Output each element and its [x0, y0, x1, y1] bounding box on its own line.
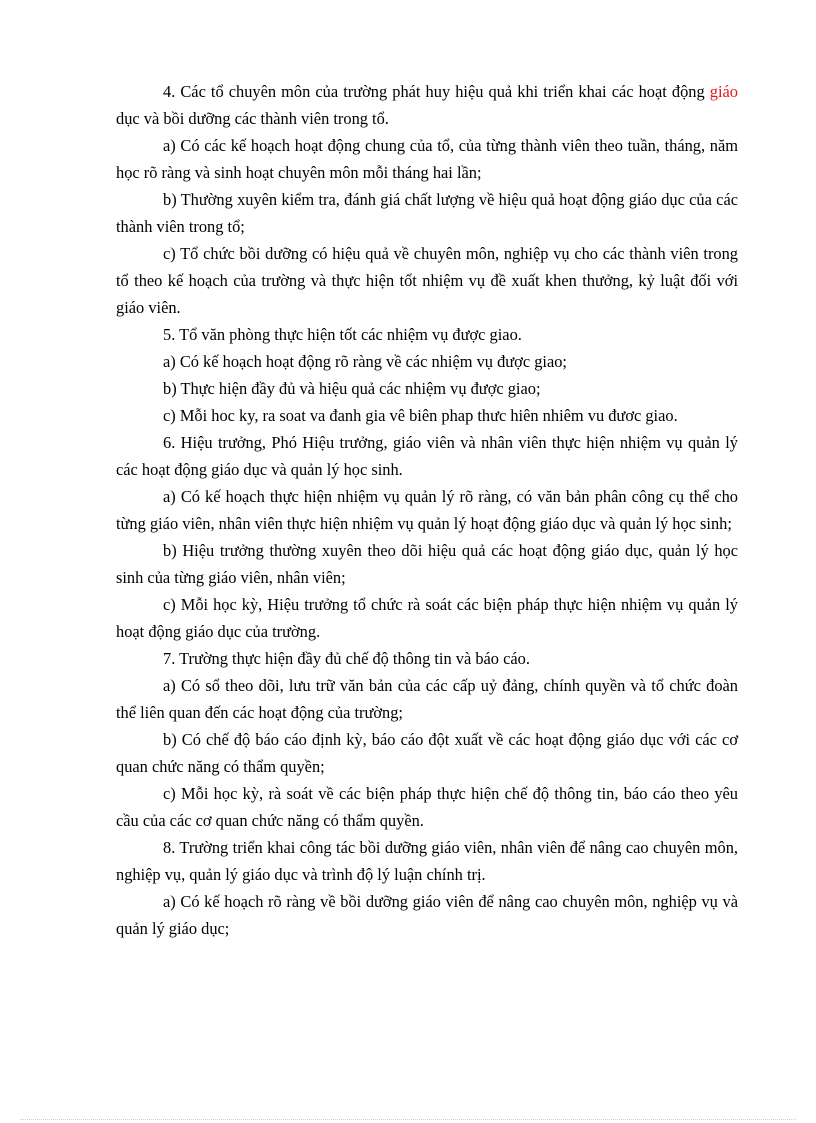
paragraph-6: 6. Hiệu trưởng, Phó Hiệu trưởng, giáo viên và nhân viên thực hiện nhiệm vụ quản lý các hoạt động giáo dục và quản lý học sinh. — [116, 433, 738, 479]
paragraph-6a: a) Có kế hoạch thực hiện nhiệm vụ quản lý rõ ràng, có văn bản phân công cụ thể cho từng giáo viên, nhân viên thực hiện nhiệm vụ quản lý hoạt động giáo dục và quản lý học sinh; — [116, 487, 738, 533]
paragraph-4-text-end: dục và bồi dưỡng các thành viên trong tổ. — [116, 109, 389, 128]
page-bottom-divider — [20, 1119, 796, 1120]
paragraph-6b: b) Hiệu trưởng thường xuyên theo dõi hiệu quả các hoạt động giáo dục, quản lý học sinh của từng giáo viên, nhân viên; — [116, 541, 738, 587]
paragraph-5c: c) Mỗi hoc ky, ra soat va đanh gia vê biên phap thưc hiên nhiêm vu đươc giao. — [163, 406, 678, 425]
paragraph-6c: c) Mỗi học kỳ, Hiệu trưởng tổ chức rà soát các biện pháp thực hiện nhiệm vụ quản lý hoạt động giáo dục của trường. — [116, 595, 738, 641]
paragraph-7c: c) Mỗi học kỳ, rà soát về các biện pháp thực hiện chế độ thông tin, báo cáo theo yêu cầu của các cơ quan chức năng có thẩm quyền. — [116, 784, 738, 830]
paragraph-8: 8. Trường triển khai công tác bồi dưỡng giáo viên, nhân viên để nâng cao chuyên môn, nghiệp vụ, quản lý giáo dục và trình độ lý luận chính trị. — [116, 838, 738, 884]
paragraph-8a: a) Có kế hoạch rõ ràng về bồi dưỡng giáo viên để nâng cao chuyên môn, nghiệp vụ và quản lý giáo dục; — [116, 892, 738, 938]
paragraph-4b: b) Thường xuyên kiểm tra, đánh giá chất lượng về hiệu quả hoạt động giáo dục của các thành viên trong tổ; — [116, 190, 738, 236]
paragraph-7: 7. Trường thực hiện đầy đủ chế độ thông tin và báo cáo. — [163, 649, 530, 668]
paragraph-5b: b) Thực hiện đầy đủ và hiệu quả các nhiệm vụ được giao; — [163, 379, 541, 398]
paragraph-4c: c) Tổ chức bồi dưỡng có hiệu quả về chuyên môn, nghiệp vụ cho các thành viên trong tổ theo kế hoạch của trường và thực hiện tốt nhiệm vụ đề xuất khen thưởng, kỷ luật đối với giáo viên. — [116, 244, 738, 317]
paragraph-5a: a) Có kế hoạch hoạt động rõ ràng về các nhiệm vụ được giao; — [163, 352, 567, 371]
paragraph-4 — [116, 78, 738, 132]
paragraph-4-text-start: 4. Các tổ chuyên môn của trường phát huy hiệu quả khi triển khai các hoạt động — [163, 82, 710, 101]
paragraph-7a: a) Có sổ theo dõi, lưu trữ văn bản của các cấp uỷ đảng, chính quyền và tổ chức đoàn thể liên quan đến các hoạt động của trường; — [116, 676, 738, 722]
paragraph-4a: a) Có các kế hoạch hoạt động chung của tổ, của từng thành viên theo tuần, tháng, năm học rõ ràng và sinh hoạt chuyên môn mỗi tháng hai lần; — [116, 136, 738, 182]
paragraph-5: 5. Tổ văn phòng thực hiện tốt các nhiệm vụ được giao. — [163, 325, 522, 344]
highlighted-word: giáo — [709, 82, 738, 101]
paragraph-7b: b) Có chế độ báo cáo định kỳ, báo cáo đột xuất về các hoạt động giáo dục với các cơ quan chức năng có thẩm quyền; — [116, 730, 738, 776]
document-body — [116, 78, 738, 942]
